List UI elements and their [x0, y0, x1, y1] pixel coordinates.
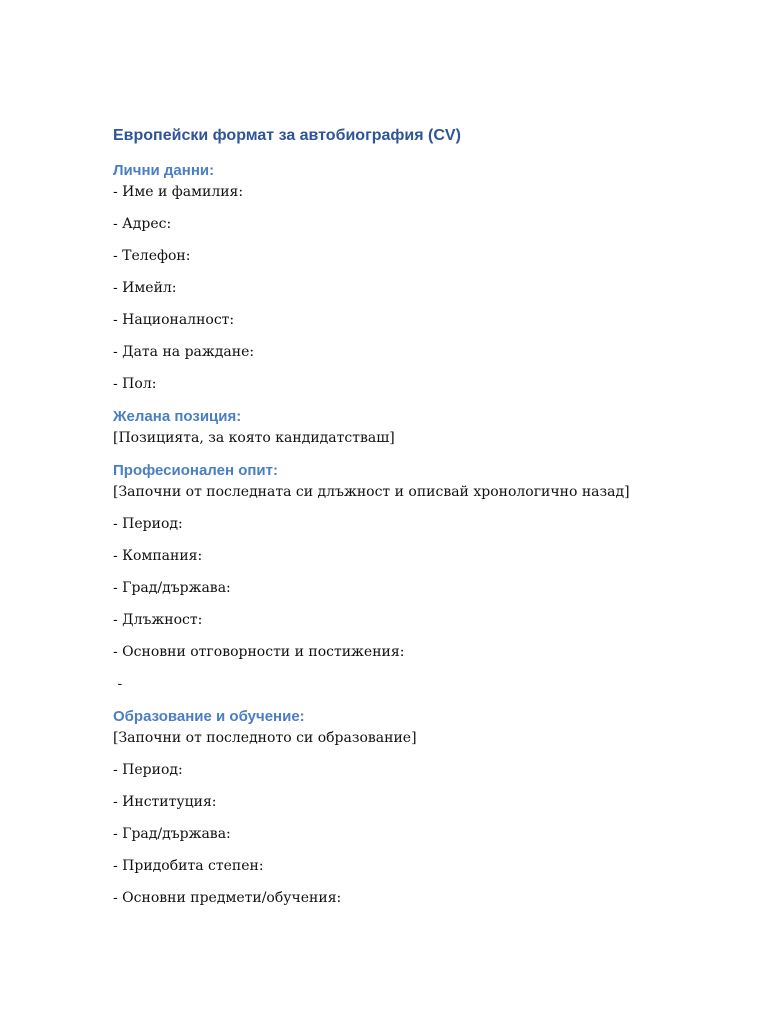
field-line: - Основни предмети/обучения:	[113, 890, 342, 906]
section-personal-data	[113, 160, 733, 394]
field-line: - Основни отговорности и постижения:	[113, 644, 405, 660]
field-line: - Период:	[113, 516, 183, 532]
field-line: - Пол:	[113, 376, 157, 392]
section-heading: Желана позиция:	[113, 408, 242, 425]
field-line: - Дата на раждане:	[113, 344, 255, 360]
field-line: - Имейл:	[113, 280, 177, 296]
field-line: - Период:	[113, 762, 183, 778]
field-line: - Град/държава:	[113, 826, 231, 842]
field-line: - Телефон:	[113, 248, 191, 264]
instruction-line: [Позицията, за която кандидатстваш]	[113, 430, 395, 446]
sub-bullet-line: -	[113, 676, 123, 692]
document-page	[113, 124, 733, 908]
field-line: - Институция:	[113, 794, 217, 810]
section-desired-position	[113, 406, 733, 448]
field-line: - Име и фамилия:	[113, 184, 244, 200]
field-line: - Длъжност:	[113, 612, 203, 628]
section-heading: Професионален опит:	[113, 462, 278, 479]
field-line: - Адрес:	[113, 216, 172, 232]
section-heading: Образование и обучение:	[113, 708, 305, 725]
document-title: Европейски формат за автобиография (CV)	[113, 127, 461, 144]
instruction-line: [Започни от последната си длъжност и описвай хронологично назад]	[113, 484, 630, 500]
instruction-line: [Започни от последното си образование]	[113, 730, 417, 746]
field-line: - Град/държава:	[113, 580, 231, 596]
section-work-experience	[113, 460, 733, 694]
section-education	[113, 706, 733, 908]
field-line: - Придобита степен:	[113, 858, 264, 874]
field-line: - Националност:	[113, 312, 235, 328]
field-line: - Компания:	[113, 548, 203, 564]
section-heading: Лични данни:	[113, 162, 215, 179]
